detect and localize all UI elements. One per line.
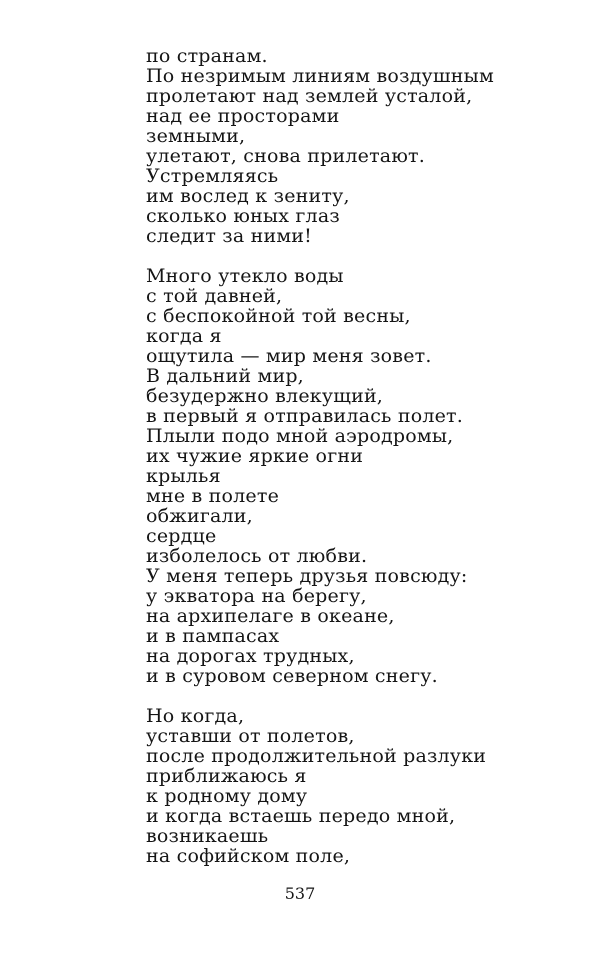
poem-line: у экватора на берегу, (146, 585, 367, 607)
poem-line: на архипелаге в океане, (146, 605, 395, 627)
poem-line: земными, (146, 125, 246, 147)
poem-line: крылья (146, 465, 221, 487)
stanza (146, 46, 566, 246)
poem-line: ощутила — мир меня зовет. (146, 345, 432, 367)
poem-line: с беспокойной той весны, (146, 305, 411, 327)
poem-line: улетают, снова прилетают. (146, 145, 426, 167)
poem-line: возникаешь (146, 825, 269, 847)
poem-line: сколько юных глаз (146, 205, 340, 227)
poem-line: над ее просторами (146, 105, 340, 127)
poem-line: У меня теперь друзья повсюду: (146, 565, 468, 587)
poem-line: после продолжительной разлуки (146, 745, 487, 767)
poem-line: По незримым линиям воздушным (146, 65, 494, 87)
poem-line: и в суровом северном снегу. (146, 665, 438, 687)
poem-line: и в пампасах (146, 625, 280, 647)
poem-line: по странам. (146, 45, 268, 67)
page-number: 537 (284, 884, 316, 903)
poem-line: уставши от полетов, (146, 725, 355, 747)
poem-line: Устремляясь (146, 165, 279, 187)
poem-line: им вослед к зениту, (146, 185, 350, 207)
poem-text (146, 46, 566, 886)
poem-line: на дорогах трудных, (146, 645, 355, 667)
poem-line: безудержно влекущий, (146, 385, 384, 407)
poem-line: сердце (146, 525, 217, 547)
poem-line: в первый я отправилась полет. (146, 405, 464, 427)
poem-line: мне в полете (146, 485, 280, 507)
stanza (146, 266, 566, 686)
poem-line: Но когда, (146, 705, 245, 727)
poem-line: обжигали, (146, 505, 253, 527)
poem-line: и когда встаешь передо мной, (146, 805, 456, 827)
poem-line: когда я (146, 325, 222, 347)
poem-line: к родному дому (146, 785, 308, 807)
stanza (146, 706, 566, 866)
poem-line: изболелось от любви. (146, 545, 368, 567)
poem-line: с той давней, (146, 285, 283, 307)
poem-line: их чужие яркие огни (146, 445, 364, 467)
poem-line: В дальний мир, (146, 365, 304, 387)
poem-line: пролетают над землей усталой, (146, 85, 473, 107)
poem-line: Плыли подо мной аэродромы, (146, 425, 454, 447)
poem-line: Много утекло воды (146, 265, 344, 287)
poem-line: следит за ними! (146, 225, 313, 247)
poem-line: приближаюсь я (146, 765, 307, 787)
poem-line: на софийском поле, (146, 845, 351, 867)
